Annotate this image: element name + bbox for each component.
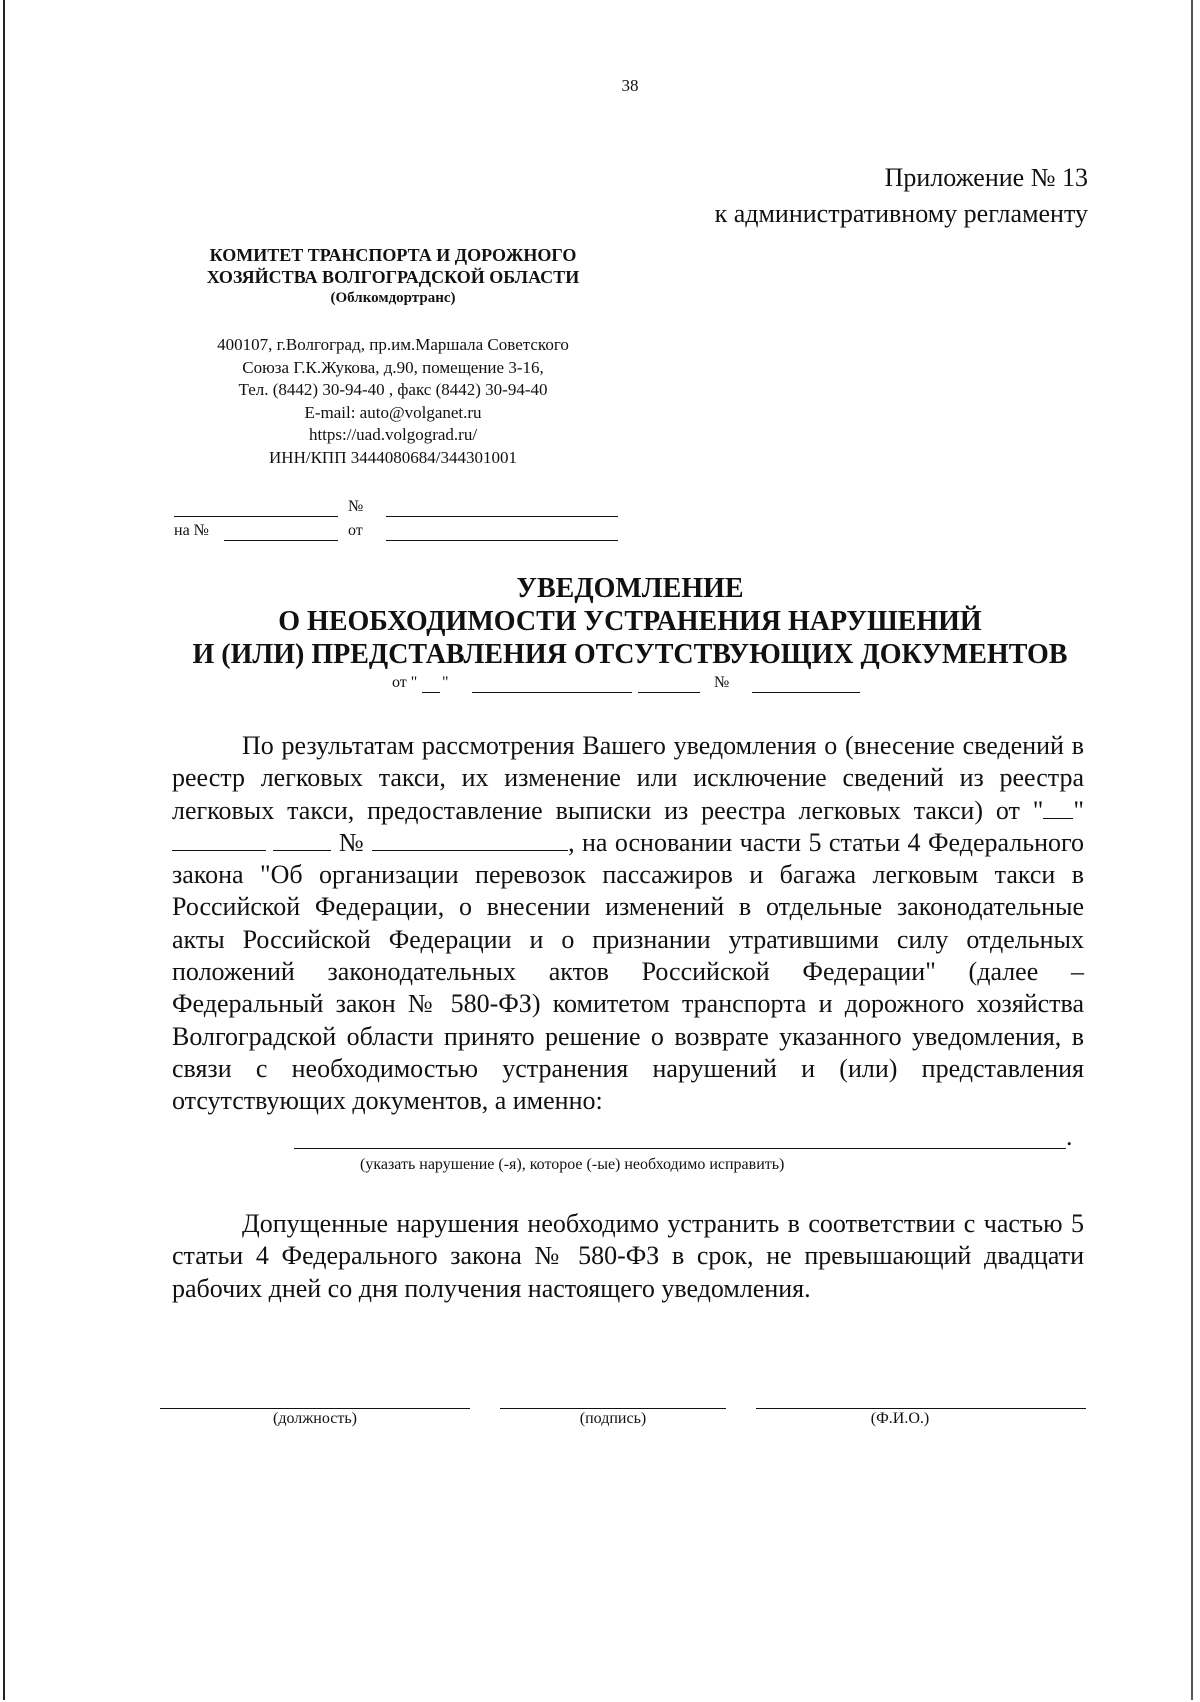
position-label: (должность) (273, 1410, 357, 1427)
organization-name-line1: КОМИТЕТ ТРАНСПОРТА И ДОРОЖНОГО (209, 245, 577, 265)
application-month-blank (172, 828, 266, 851)
organization-short-name: (Облкомдортранс) (330, 290, 456, 306)
document-title (140, 572, 1120, 671)
outgoing-number-label: № (348, 498, 364, 515)
notice-month-blank (472, 692, 632, 693)
application-number-blank (372, 828, 568, 851)
appendix-reference (715, 160, 1088, 232)
email: E-mail: auto@volganet.ru (304, 402, 482, 422)
decision-text-part1: По результатам рассмотрения Вашего уведомления о (внесение сведений в реестр легковых такси, их изменение или исключение сведений из реестра легковых такси, предоставление выписки из реестра легковых такси) от " (172, 731, 1084, 825)
decision-number-label: № (338, 827, 365, 857)
notice-date-quote: " (442, 674, 449, 691)
title-line2: О НЕОБХОДИМОСТИ УСТРАНЕНИЯ НАРУШЕНИЙ (278, 606, 982, 637)
reply-to-date-label: от (348, 522, 363, 539)
page-number: 38 (621, 76, 639, 95)
deadline-paragraph: Допущенные нарушения необходимо устранить в соответствии с частью 5 статьи 4 Федерального закона № 580-ФЗ в срок, не превышающий двадцати рабочих дней со дня получения настоящего уведомления. (172, 1209, 1084, 1303)
notice-number-blank (752, 692, 860, 693)
outgoing-date-blank (174, 516, 338, 517)
website: https://uad.volgograd.ru/ (308, 425, 478, 444)
decision-text-quote: " (1073, 795, 1084, 825)
violation-hint: (указать нарушение (-я), которое (-ые) необходимо исправить) (360, 1156, 785, 1173)
notice-day-blank (422, 692, 440, 693)
appendix-regulation: к административному регламенту (714, 199, 1088, 228)
violation-line-period: . (1066, 1122, 1073, 1151)
application-year-blank (273, 828, 331, 851)
reply-to-number-blank (224, 540, 338, 541)
reply-to-label: на № (174, 522, 209, 539)
full-name-line (756, 1408, 1086, 1409)
full-name-label: (Ф.И.О.) (870, 1410, 930, 1427)
address-line1: 400107, г.Волгоград, пр.им.Маршала Советского (217, 335, 569, 354)
notice-date-prefix: от " (392, 674, 418, 691)
signature-line (500, 1408, 726, 1409)
title-line1: УВЕДОМЛЕНИЕ (516, 573, 744, 604)
decision-text-part4: , на основании части 5 статьи 4 Федерального закона "Об организации перевозок пассажиров и багажа легковым такси в Российской Федерации, о внесении изменений в отдельные законодательные акты Российской Федерации и о признании утратившими силу отдельных положений законодательных актов Российской Федерации" (далее – Федеральный закон № 580-ФЗ) комитетом транспорта и дорожного хозяйства Волгоградской области принято решение о возврате указанного уведомления, в связи с необходимостью устранения нарушений и (или) представления отсутствующих документов, а именно: (172, 827, 1085, 1116)
address-line2: Союза Г.К.Жукова, д.90, помещение 3-16, (242, 357, 544, 377)
phone-fax: Тел. (8442) 30-94-40 , факс (8442) 30-94-40 (238, 380, 548, 399)
inn-kpp: ИНН/КПП 3444080684/344301001 (269, 447, 517, 467)
organization-name-line2: ХОЗЯЙСТВА ВОЛГОГРАДСКОЙ ОБЛАСТИ (206, 267, 580, 287)
signature-label: (подпись) (579, 1410, 647, 1427)
reply-to-date-blank (386, 540, 618, 541)
decision-paragraph (172, 730, 1084, 1118)
organization-contacts (160, 334, 626, 469)
position-line (160, 1408, 470, 1409)
notice-number-label: № (714, 674, 730, 691)
violation-details-blank (294, 1148, 1066, 1149)
title-line3: И (ИЛИ) ПРЕДСТАВЛЕНИЯ ОТСУТСТВУЮЩИХ ДОКУМЕНТОВ (192, 639, 1068, 670)
outgoing-number-blank (386, 516, 618, 517)
organization-letterhead (160, 244, 626, 469)
application-day-blank (1043, 796, 1073, 819)
notice-year-blank (638, 692, 700, 693)
appendix-number: Приложение № 13 (884, 163, 1088, 192)
